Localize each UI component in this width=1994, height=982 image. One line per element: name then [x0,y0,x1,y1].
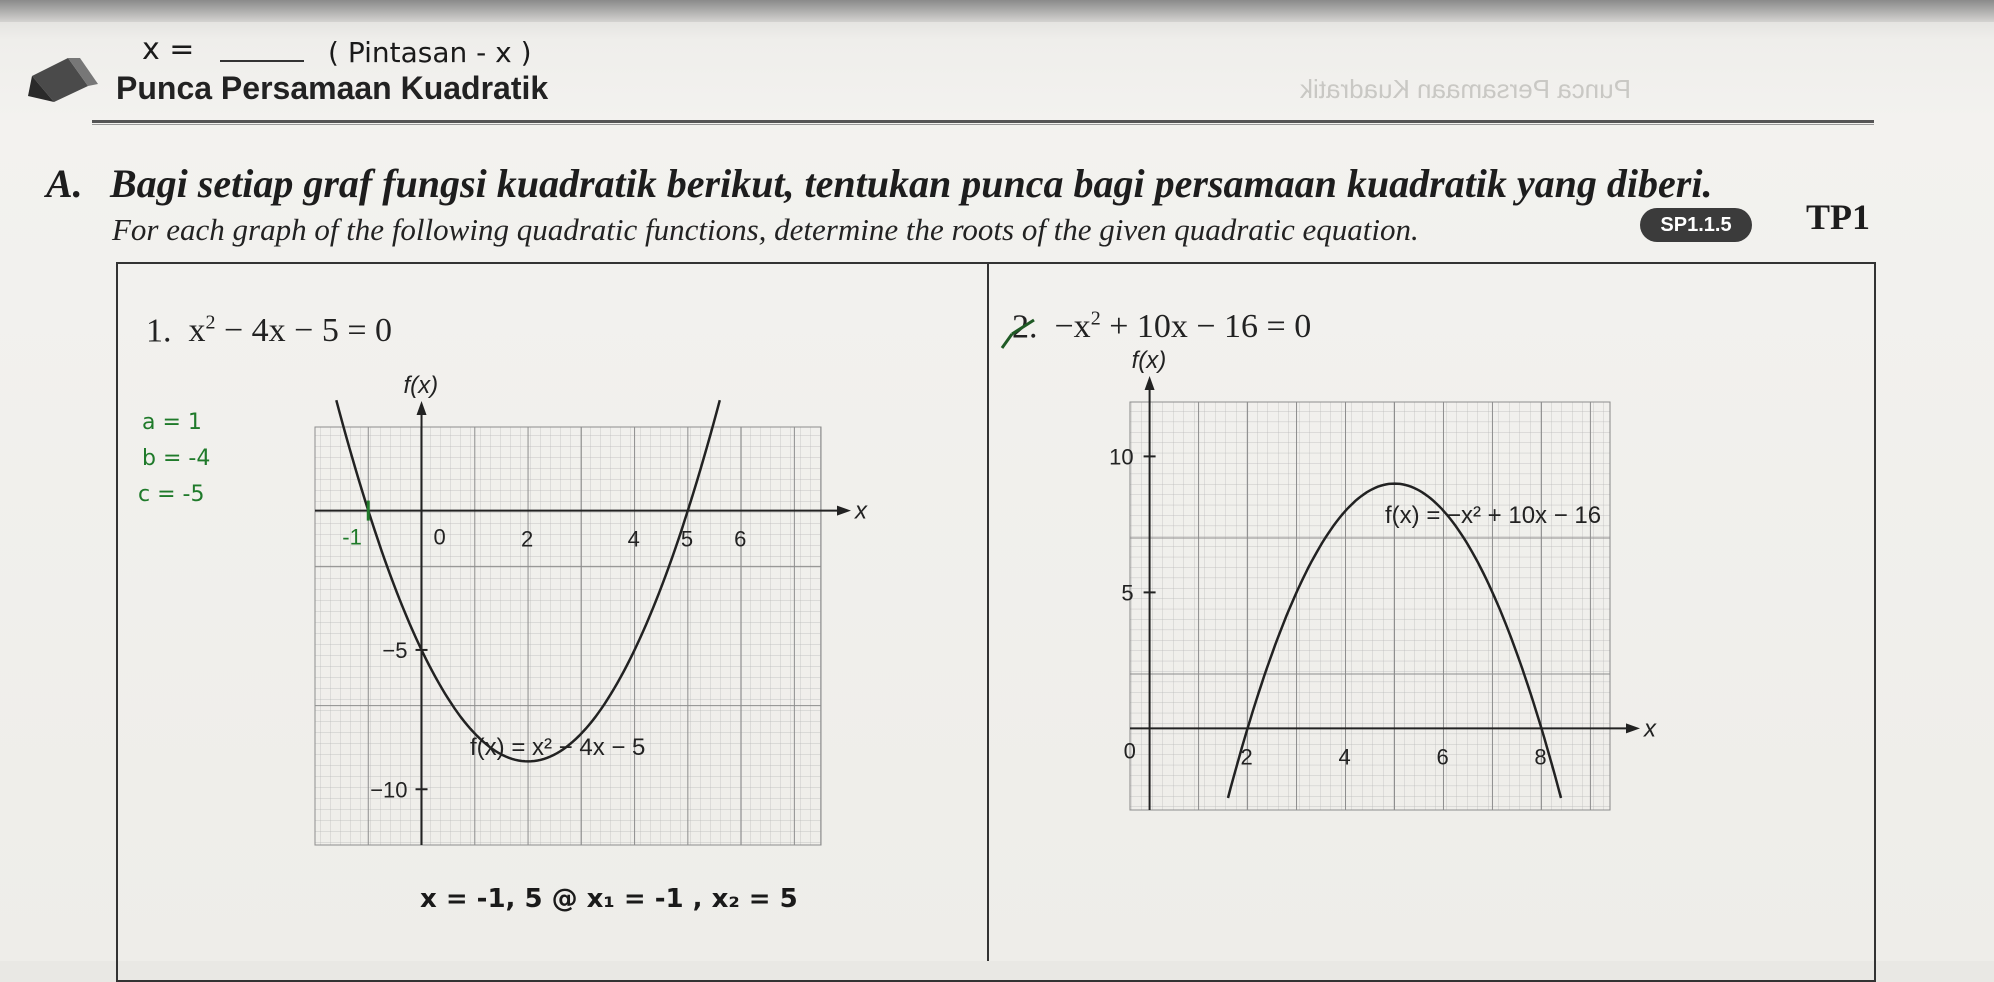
tick-mark-icon [998,316,1038,356]
blank-line [220,60,304,62]
instruction-english: For each graph of the following quadratic functions, determine the roots of the given quadratic equation. [112,212,1419,247]
g2-x-arrow [1626,723,1640,733]
coef-b-note: b = -4 [142,446,211,471]
g1-xtick: 4 [627,526,640,552]
coef-c-note: c = -5 [138,482,205,507]
handwritten-answer: x = -1, 5 @ x₁ = -1 , x₂ = 5 [420,884,798,914]
g2-ytick: 10 [1109,444,1134,470]
g2-xtick: 2 [1240,744,1253,770]
problem-2-lhs: $-x^2 + 10x - 16 = 0$ [1054,308,1312,346]
g1-xlabel: x [855,497,867,525]
g2-xtick: 0 [1123,738,1136,764]
g1-hand-tick: -1 [342,524,362,550]
section-rule [92,120,1874,123]
g2-ytick: 5 [1121,580,1134,606]
g2-xtick: 8 [1534,744,1547,770]
sp-badge: SP1.1.5 [1640,208,1752,242]
g1-y-arrow [417,401,427,415]
problem-1-lhs: $x^2 - 4x - 5 = 0$ [188,312,393,350]
problem-1-number: 1. [146,312,172,350]
tp-level: TP1 [1806,197,1871,237]
g2-curve-label: f(x) = −x² + 10x − 16 [1385,502,1602,529]
g2-xtick: 4 [1338,744,1351,770]
section-title: Punca Persamaan Kuadratik [116,70,549,106]
g1-ytick: −5 [382,637,408,663]
graph-2 [1109,347,1770,850]
g1-xtick: 2 [521,526,534,552]
graph-1 [300,372,867,860]
bleed-through-text: Punca Persamaan Kuadratik [1300,74,1631,104]
answer-box-divider [987,262,989,961]
g2-xlabel: x [1644,715,1656,743]
handwritten-pintasan-note: ( Pintasan - x ) [328,36,532,69]
problem-2-equation [1012,308,1311,346]
g1-xtick: 0 [433,524,446,550]
g1-x-arrow [837,506,851,516]
g1-curve-label: f(x) = x² − 4x − 5 [470,734,646,761]
pencil-icon [28,56,100,102]
question-letter: A. [46,161,83,206]
section-rule-thin [92,124,1874,125]
instruction-malay: Bagi setiap graf fungsi kuadratik berikut, tentukan punca bagi persamaan kuadratik yang diberi. [110,161,1713,206]
g1-ytick: −10 [370,777,408,803]
g1-ylabel: f(x) [403,372,439,399]
handwritten-x-equals: x = [142,32,195,67]
problem-1-equation [146,312,392,350]
g1-xtick: 6 [734,526,747,552]
g1-xtick: 5 [680,526,694,552]
coef-a-note: a = 1 [142,410,202,435]
g2-ylabel: f(x) [1131,347,1167,374]
g2-xtick: 6 [1436,744,1449,770]
top-shadow [0,0,1994,22]
problem-2-number: 2. [1012,308,1038,346]
